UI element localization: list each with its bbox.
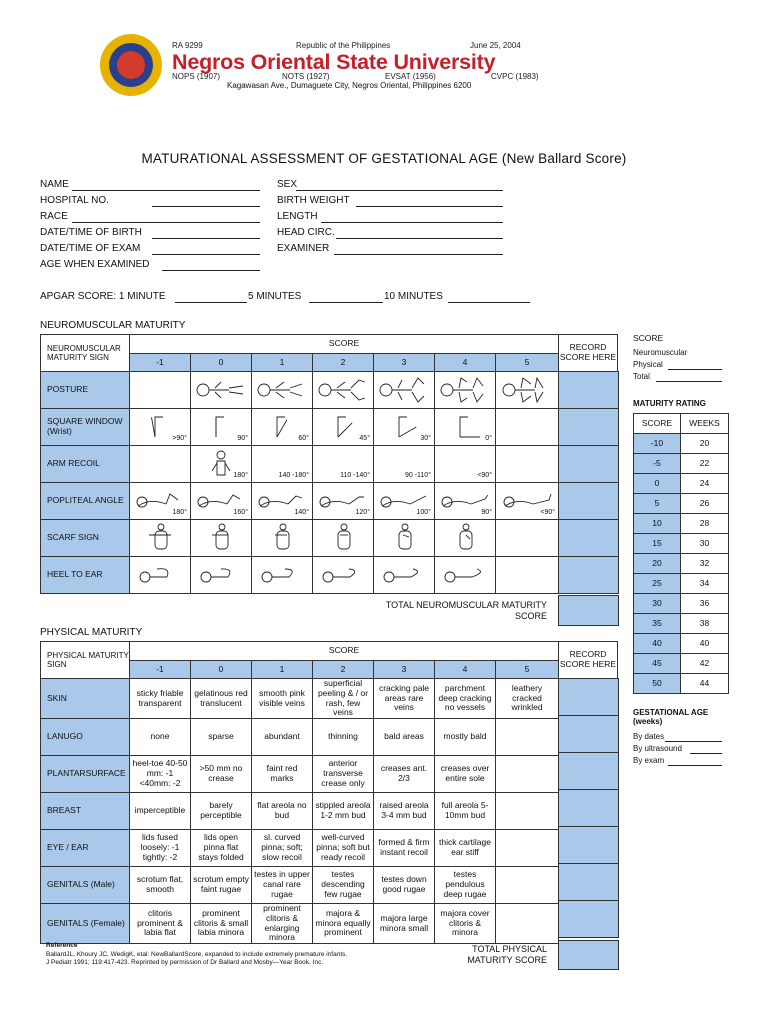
apgar-10-field[interactable] (448, 302, 530, 303)
neuro-record-cell[interactable] (558, 556, 619, 594)
phys-total-label: TOTAL PHYSICAL MATURITY SCORE (467, 944, 547, 965)
neuro-record-cell[interactable] (558, 519, 619, 557)
phys-record-cell[interactable] (558, 678, 619, 716)
maneuver-figure-icon (198, 563, 244, 587)
maneuver-figure-icon (381, 563, 427, 587)
phys-record-cell[interactable] (558, 789, 619, 827)
phys-cell: thick cartilage ear stiff (435, 830, 496, 867)
maneuver-figure-icon (137, 563, 183, 587)
form-right-label-3: HEAD CIRC. (277, 227, 335, 238)
rating-header: WEEKS (681, 414, 729, 434)
angle-label: 100° (416, 508, 431, 516)
form-left-label-2: RACE (40, 211, 68, 222)
phys-cell: scrotum flat, smooth (130, 867, 191, 904)
phys-cell: anterior transverse crease only (313, 756, 374, 793)
neuro-cell (130, 409, 191, 446)
phys-cell: bald areas (374, 719, 435, 756)
phys-cell: formed & firm instant recoil (374, 830, 435, 867)
apgar-5-label: 5 MINUTES (248, 291, 302, 302)
reference-line-2: J Pediatr 1991; 119:417-423. Reprinted by permission of Dr Ballard and Mosby—Year Book, Inc. (46, 959, 324, 966)
angle-label: 30° (420, 434, 431, 442)
rating-score: 25 (634, 574, 681, 594)
phys-cell: lids open pinna flat stays folded (191, 830, 252, 867)
ga-by-exam: By exam (633, 756, 665, 765)
rating-score: 15 (634, 534, 681, 554)
rating-score: 5 (634, 494, 681, 514)
neuro-total-cell[interactable] (558, 595, 619, 626)
phys-cell (496, 830, 559, 867)
phys-record-column (558, 641, 618, 679)
phys-row-label: LANUGO (41, 719, 130, 756)
neuro-cell (252, 409, 313, 446)
phys-cell: majora & minora equally prominent (313, 904, 374, 944)
rating-score: 45 (634, 654, 681, 674)
neuro-cell (313, 446, 374, 483)
maneuver-figure-icon (320, 563, 366, 587)
maneuver-figure-icon (450, 413, 480, 441)
neuro-record-cell[interactable] (558, 445, 619, 483)
maneuver-figure-icon (265, 523, 299, 553)
maturity-rating-title: MATURITY RATING (633, 399, 706, 408)
maneuver-figure-icon (439, 376, 491, 404)
rating-weeks: 38 (681, 614, 729, 634)
neuro-cell (496, 483, 559, 520)
phys-row-label: GENITALS (Female) (41, 904, 130, 944)
angle-label: <90° (477, 471, 492, 479)
neuro-record-header: RECORD SCORE HERE (559, 335, 618, 372)
form-right-field-2[interactable] (321, 222, 503, 223)
phys-score-col: 5 (496, 661, 559, 679)
physical-section-title: PHYSICAL MATURITY (40, 627, 143, 638)
neuro-score-col: 0 (191, 354, 252, 372)
neuro-cell (496, 372, 559, 409)
maneuver-figure-icon (387, 523, 421, 553)
angle-label: 180° (172, 508, 187, 516)
neuro-cell (313, 483, 374, 520)
neuro-row-label: SCARF SIGN (41, 520, 130, 557)
phys-cell: prominent clitoris & enlarging minora (252, 904, 313, 944)
phys-cell: imperceptible (130, 793, 191, 830)
university-seal-icon (100, 34, 162, 96)
phys-cell: sl. curved pinna; soft; slow recoil (252, 830, 313, 867)
angle-label: >90° (172, 434, 187, 442)
rating-weeks: 20 (681, 434, 729, 454)
ga-sub: (weeks) (633, 717, 663, 726)
phys-row-label: EYE / EAR (41, 830, 130, 867)
angle-label: 120° (355, 508, 370, 516)
rating-header: SCORE (634, 414, 681, 434)
apgar-1-field[interactable] (175, 302, 247, 303)
neuro-cell (252, 483, 313, 520)
form-right-label-4: EXAMINER (277, 243, 330, 254)
neuro-cell (496, 557, 559, 594)
neuro-cell (130, 446, 191, 483)
phys-row-label: SKIN (41, 679, 130, 719)
angle-label: 160° (233, 508, 248, 516)
form-right-field-4[interactable] (334, 254, 503, 255)
side-neuro: Neuromuscular (633, 348, 688, 357)
phys-record-cell[interactable] (558, 752, 619, 790)
neuro-cell (435, 520, 496, 557)
rating-score: -10 (634, 434, 681, 454)
phys-cell: prominent clitoris & small labia minora (191, 904, 252, 944)
rating-weeks: 30 (681, 534, 729, 554)
angle-label: 60° (298, 434, 309, 442)
phys-cell: barely perceptible (191, 793, 252, 830)
page-title: MATURATIONAL ASSESSMENT OF GESTATIONAL AGE (New Ballard Score) (141, 151, 627, 166)
neuro-row-label: SQUARE WINDOW (Wrist) (41, 409, 130, 446)
neuro-row-label: POSTURE (41, 372, 130, 409)
phys-cell: testes descending few rugae (313, 867, 374, 904)
maneuver-figure-icon (204, 523, 238, 553)
rating-score: 30 (634, 594, 681, 614)
header-date: June 25, 2004 (470, 41, 521, 50)
form-right-field-3[interactable] (336, 238, 503, 239)
apgar-label: APGAR SCORE: 1 MINUTE (40, 291, 166, 302)
form-left-label-4: DATE/TIME OF EXAM (40, 243, 141, 254)
neuro-row-label: HEEL TO EAR (41, 557, 130, 594)
angle-label: 90° (481, 508, 492, 516)
phys-cell: raised areola 3-4 mm bud (374, 793, 435, 830)
neuromuscular-table (40, 334, 559, 594)
maneuver-figure-icon (267, 413, 297, 441)
phys-cell: testes pendulous deep rugae (435, 867, 496, 904)
phys-score-col: 4 (435, 661, 496, 679)
neuro-cell (374, 557, 435, 594)
rating-weeks: 32 (681, 554, 729, 574)
phys-cell: majora large minora small (374, 904, 435, 944)
neuro-score-col: 2 (313, 354, 374, 372)
rating-weeks: 42 (681, 654, 729, 674)
phys-row-label: PLANTARSURFACE (41, 756, 130, 793)
phys-cell: >50 mm no crease (191, 756, 252, 793)
side-total: Total (633, 372, 650, 381)
phys-cell: testes in upper canal rare rugae (252, 867, 313, 904)
phys-row-label: BREAST (41, 793, 130, 830)
ga-exam-field[interactable] (668, 765, 722, 766)
neuro-cell (191, 483, 252, 520)
neuro-row-label: POPLITEAL ANGLE (41, 483, 130, 520)
ga-dates-field[interactable] (665, 741, 722, 742)
neuro-cell (130, 520, 191, 557)
phys-cell: stippled areola 1-2 mm bud (313, 793, 374, 830)
neuro-cell (435, 446, 496, 483)
phys-cell: creases over entire sole (435, 756, 496, 793)
phys-cell (496, 904, 559, 944)
maneuver-figure-icon (195, 376, 247, 404)
neuro-total-label: TOTAL NEUROMUSCULAR MATURITY SCORE (385, 600, 547, 621)
neuro-cell (252, 372, 313, 409)
ra-number: RA 9299 (172, 41, 203, 50)
neuro-cell (191, 520, 252, 557)
phys-cell: parchment deep cracking no vessels (435, 679, 496, 719)
rating-score: 50 (634, 674, 681, 694)
neuro-cell (374, 372, 435, 409)
ga-title: GESTATIONAL AGE (633, 708, 709, 717)
apgar-10-label: 10 MINUTES (384, 291, 443, 302)
form-left-field-3[interactable] (152, 238, 260, 239)
phys-cell: clitoris prominent & labia flat (130, 904, 191, 944)
maneuver-figure-icon (326, 523, 360, 553)
ga-by-ultrasound: By ultrasound (633, 744, 682, 753)
phys-score-col: 0 (191, 661, 252, 679)
phys-cell: mostly bald (435, 719, 496, 756)
phys-cell: cracking pale areas rare veins (374, 679, 435, 719)
neuro-record-cell[interactable] (558, 371, 619, 409)
phys-row-label: GENITALS (Male) (41, 867, 130, 904)
neuro-cell (374, 409, 435, 446)
phys-cell: testes down good rugae (374, 867, 435, 904)
phys-cell (496, 756, 559, 793)
phys-cell: thinning (313, 719, 374, 756)
neuro-score-header: SCORE (130, 335, 559, 354)
phys-score-col: -1 (130, 661, 191, 679)
address: Kagawasan Ave., Dumaguete City, Negros Oriental, Philippines 6200 (227, 81, 472, 90)
neuro-cell (313, 372, 374, 409)
rating-weeks: 34 (681, 574, 729, 594)
maneuver-figure-icon (389, 413, 419, 441)
phys-cell (496, 719, 559, 756)
phys-total-cell[interactable] (558, 940, 619, 970)
history-1: NOPS (1907) (172, 72, 221, 81)
phys-cell: faint red marks (252, 756, 313, 793)
neuro-cell (130, 557, 191, 594)
phys-record-cell[interactable] (558, 715, 619, 753)
ga-ultrasound-field[interactable] (690, 753, 722, 754)
neuro-cell (374, 446, 435, 483)
rating-weeks: 44 (681, 674, 729, 694)
form-right-label-1: BIRTH WEIGHT (277, 195, 350, 206)
phys-cell (496, 867, 559, 904)
rating-weeks: 40 (681, 634, 729, 654)
phys-cell: sticky friable transparent (130, 679, 191, 719)
phys-cell: scrotum empty faint rugae (191, 867, 252, 904)
angle-label: 180° (233, 471, 248, 479)
neuro-record-cell[interactable] (558, 408, 619, 446)
neuro-cell (313, 520, 374, 557)
phys-score-header: SCORE (130, 642, 559, 661)
maneuver-figure-icon (448, 523, 482, 553)
neuro-score-col: 1 (252, 354, 313, 372)
form-left-field-5[interactable] (162, 270, 260, 271)
rating-weeks: 36 (681, 594, 729, 614)
neuro-row-label: ARM RECOIL (41, 446, 130, 483)
form-right-label-0: SEX (277, 179, 298, 190)
phys-record-cell[interactable] (558, 826, 619, 864)
neuro-record-cell[interactable] (558, 482, 619, 520)
angle-label: 0° (485, 434, 492, 442)
republic-text: Republic of the Philippines (296, 41, 391, 50)
phys-score-col: 3 (374, 661, 435, 679)
neuro-cell (435, 372, 496, 409)
ga-by-dates: By dates (633, 732, 665, 741)
neuro-cell (313, 409, 374, 446)
angle-label: 140° (294, 508, 309, 516)
neuro-cell (496, 520, 559, 557)
maneuver-figure-icon (501, 376, 553, 404)
neuro-cell (191, 446, 252, 483)
phys-cell: heel-toe 40-50 mm: -1 <40mm: -2 (130, 756, 191, 793)
maneuver-figure-icon (145, 413, 175, 441)
form-left-field-2[interactable] (72, 222, 260, 223)
angle-label: 90 -110° (404, 471, 431, 479)
phys-cell (496, 793, 559, 830)
neuro-cell (252, 446, 313, 483)
neuro-cell (435, 557, 496, 594)
phys-cell: full areola 5-10mm bud (435, 793, 496, 830)
rating-score: 20 (634, 554, 681, 574)
phys-cell: smooth pink visible veins (252, 679, 313, 719)
phys-cell: flat areola no bud (252, 793, 313, 830)
phys-cell: majora cover clitoris & minora (435, 904, 496, 944)
university-name: Negros Oriental State University (172, 50, 496, 74)
side-score-title: SCORE (633, 333, 664, 343)
maneuver-figure-icon (259, 563, 305, 587)
phys-score-col: 1 (252, 661, 313, 679)
maneuver-figure-icon (256, 376, 308, 404)
form-left-label-5: AGE WHEN EXAMINED (40, 259, 150, 270)
phys-record-header: RECORD SCORE HERE (559, 642, 618, 679)
maneuver-figure-icon (206, 413, 236, 441)
form-left-field-1[interactable] (152, 206, 260, 207)
neuro-score-col: 5 (496, 354, 559, 372)
apgar-5-field[interactable] (309, 302, 383, 303)
side-physical: Physical (633, 360, 663, 369)
phys-sign-header: PHYSICAL MATURITY SIGN (41, 642, 130, 679)
angle-label: 45° (359, 434, 370, 442)
rating-weeks: 22 (681, 454, 729, 474)
neuro-cell (252, 557, 313, 594)
neuro-cell (435, 409, 496, 446)
neuro-cell (130, 483, 191, 520)
neuro-score-col: 4 (435, 354, 496, 372)
side-total-field[interactable] (656, 381, 722, 382)
neuro-cell (435, 483, 496, 520)
phys-cell: well-curved pinna; soft but ready recoil (313, 830, 374, 867)
phys-cell: creases ant. 2/3 (374, 756, 435, 793)
phys-cell: leathery cracked wrinkled (496, 679, 559, 719)
neuro-cell (313, 557, 374, 594)
phys-score-col: 2 (313, 661, 374, 679)
form-left-label-1: HOSPITAL NO. (40, 195, 109, 206)
rating-score: 0 (634, 474, 681, 494)
angle-label: 140 -180° (278, 471, 309, 479)
neuromuscular-section-title: NEUROMUSCULAR MATURITY (40, 320, 186, 331)
history-2: NOTS (1927) (282, 72, 330, 81)
phys-cell: superficial peeling & / or rash, few veins (313, 679, 374, 719)
form-left-field-4[interactable] (152, 254, 260, 255)
phys-cell: lids fused loosely: -1 tightly: -2 (130, 830, 191, 867)
rating-score: 35 (634, 614, 681, 634)
maturity-rating-table (633, 413, 729, 694)
neuro-cell (191, 409, 252, 446)
rating-score: 40 (634, 634, 681, 654)
neuro-cell (496, 446, 559, 483)
neuro-score-col: 3 (374, 354, 435, 372)
neuro-cell (374, 483, 435, 520)
reference-title: Reference (46, 942, 78, 949)
rating-weeks: 26 (681, 494, 729, 514)
form-left-label-3: DATE/TIME OF BIRTH (40, 227, 142, 238)
maneuver-figure-icon (328, 413, 358, 441)
form-right-field-0[interactable] (296, 190, 503, 191)
phys-cell: gelatinous red translucent (191, 679, 252, 719)
angle-label: <90° (540, 508, 556, 516)
phys-cell: sparse (191, 719, 252, 756)
form-left-label-0: NAME (40, 179, 69, 190)
angle-label: 90° (237, 434, 248, 442)
neuro-cell (130, 372, 191, 409)
neuro-cell (374, 520, 435, 557)
maneuver-figure-icon (317, 376, 369, 404)
rating-score: -5 (634, 454, 681, 474)
neuro-cell (496, 409, 559, 446)
neuro-record-column (558, 334, 618, 372)
side-physical-field[interactable] (668, 369, 722, 370)
angle-label: 110 -140° (340, 471, 370, 479)
rating-weeks: 24 (681, 474, 729, 494)
rating-weeks: 28 (681, 514, 729, 534)
neuro-cell (252, 520, 313, 557)
phys-cell: none (130, 719, 191, 756)
form-right-field-1[interactable] (356, 206, 503, 207)
history-4: CVPC (1983) (491, 72, 539, 81)
phys-record-cell[interactable] (558, 900, 619, 938)
neuro-score-col: -1 (130, 354, 191, 372)
form-right-label-2: LENGTH (277, 211, 318, 222)
rating-score: 10 (634, 514, 681, 534)
history-3: EVSAT (1956) (385, 72, 436, 81)
reference-line-1: BallardJL, Khoury JC, WedigK, etal: NewBallardScore, expanded to include extremely premature infants. (46, 951, 348, 958)
phys-record-cell[interactable] (558, 863, 619, 901)
neuro-cell (191, 557, 252, 594)
maneuver-figure-icon (143, 523, 177, 553)
maneuver-figure-icon (442, 563, 488, 587)
maneuver-figure-icon (378, 376, 430, 404)
neuro-cell (191, 372, 252, 409)
phys-cell: abundant (252, 719, 313, 756)
neuro-sign-header: NEUROMUSCULAR MATURITY SIGN (41, 335, 130, 372)
maneuver-figure-icon (206, 449, 236, 479)
form-left-field-0[interactable] (72, 190, 260, 191)
physical-table (40, 641, 559, 944)
